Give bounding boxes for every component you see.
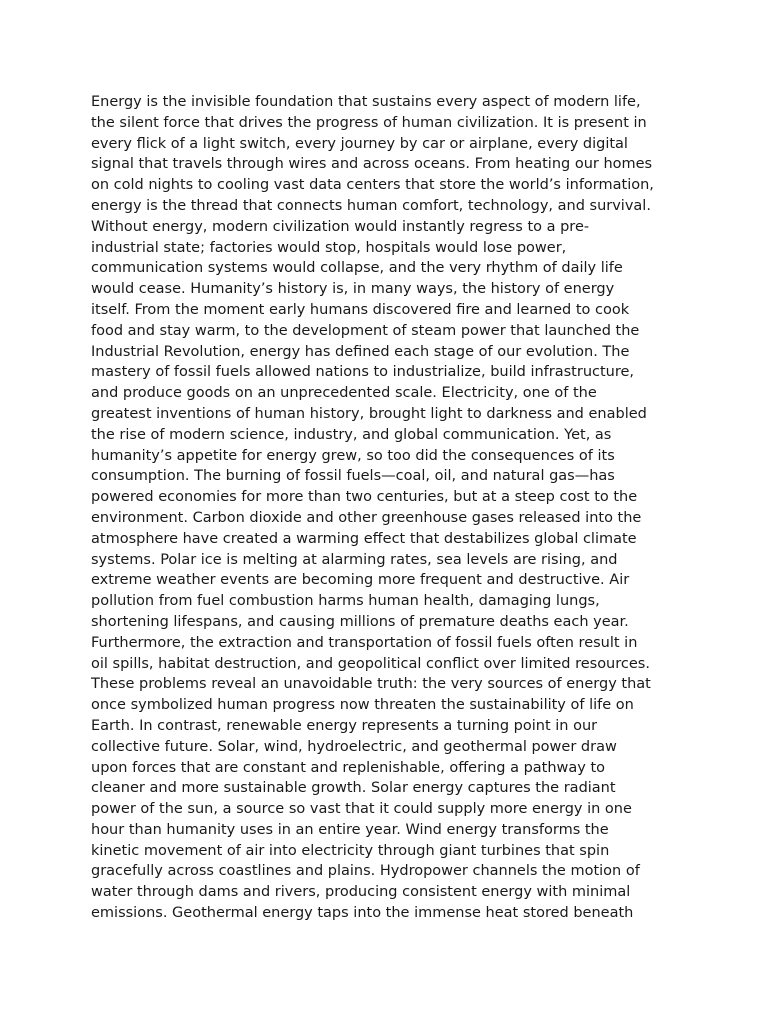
text-line: power of the sun, a source so vast that it could supply more energy in one xyxy=(91,801,632,818)
text-line: and produce goods on an unprecedented scale. Electricity, one of the xyxy=(91,385,597,402)
text-line: Without energy, modern civilization would instantly regress to a pre- xyxy=(91,218,590,235)
text-line: consumption. The burning of fossil fuels—coal, oil, and natural gas—has xyxy=(91,468,615,485)
text-line: extreme weather events are becoming more frequent and destructive. Air xyxy=(91,572,630,589)
text-line: Energy is the invisible foundation that sustains every aspect of modern life, xyxy=(91,94,641,110)
text-line: oil spills, habitat destruction, and geopolitical conflict over limited resources. xyxy=(91,655,650,672)
text-line: kinetic movement of air into electricity through giant turbines that spin xyxy=(91,842,610,859)
text-line: every flick of a light switch, every journey by car or airplane, every digital xyxy=(91,135,628,152)
text-line: Industrial Revolution, energy has defined each stage of our evolution. The xyxy=(91,343,630,360)
text-line: upon forces that are constant and replenishable, offering a pathway to xyxy=(91,759,606,776)
text-line: environment. Carbon dioxide and other greenhouse gases released into the xyxy=(91,509,642,526)
text-line: on cold nights to cooling vast data centers that store the world’s information, xyxy=(91,177,654,194)
text-line: the silent force that drives the progress of human civilization. It is present in xyxy=(91,114,647,131)
text-line: Earth. In contrast, renewable energy represents a turning point in our xyxy=(91,717,598,734)
text-line: gracefully across coastlines and plains. Hydropower channels the motion of xyxy=(91,863,640,880)
text-line: emissions. Geothermal energy taps into the immense heat stored beneath xyxy=(91,905,634,922)
text-line: would cease. Humanity’s history is, in many ways, the history of energy xyxy=(91,281,615,298)
text-line: mastery of fossil fuels allowed nations to industrialize, build infrastructure, xyxy=(91,364,635,381)
text-line: signal that travels through wires and across oceans. From heating our homes xyxy=(91,156,653,173)
text-line: powered economies for more than two centuries, but at a steep cost to the xyxy=(91,489,638,506)
text-line: pollution from fuel combustion harms human health, damaging lungs, xyxy=(91,593,600,610)
text-line: communication systems would collapse, and the very rhythm of daily life xyxy=(91,260,623,277)
text-line: once symbolized human progress now threaten the sustainability of life on xyxy=(91,697,634,714)
text-line: greatest inventions of human history, brought light to darkness and enabled xyxy=(91,405,647,422)
text-line: shortening lifespans, and causing millions of premature deaths each year. xyxy=(91,613,629,630)
text-line: itself. From the moment early humans discovered fire and learned to cook xyxy=(91,301,630,318)
text-line: food and stay warm, to the development of steam power that launched the xyxy=(91,322,640,339)
text-line: energy is the thread that connects human comfort, technology, and survival. xyxy=(91,197,651,214)
body-paragraph xyxy=(91,92,691,924)
text-line: hour than humanity uses in an entire year. Wind energy transforms the xyxy=(91,821,609,838)
text-line: the rise of modern science, industry, and global communication. Yet, as xyxy=(91,426,612,443)
text-line: systems. Polar ice is melting at alarming rates, sea levels are rising, and xyxy=(91,551,618,568)
text-line: atmosphere have created a warming effect that destabilizes global climate xyxy=(91,530,637,547)
text-line: Furthermore, the extraction and transportation of fossil fuels often result in xyxy=(91,634,638,651)
text-line: water through dams and rivers, producing consistent energy with minimal xyxy=(91,884,631,901)
text-line: These problems reveal an unavoidable truth: the very sources of energy that xyxy=(91,676,651,693)
text-line: collective future. Solar, wind, hydroelectric, and geothermal power draw xyxy=(91,738,617,755)
text-line: industrial state; factories would stop, hospitals would lose power, xyxy=(91,239,567,256)
text-line: humanity’s appetite for energy grew, so too did the consequences of its xyxy=(91,447,615,464)
text-line: cleaner and more sustainable growth. Solar energy captures the radiant xyxy=(91,780,616,797)
